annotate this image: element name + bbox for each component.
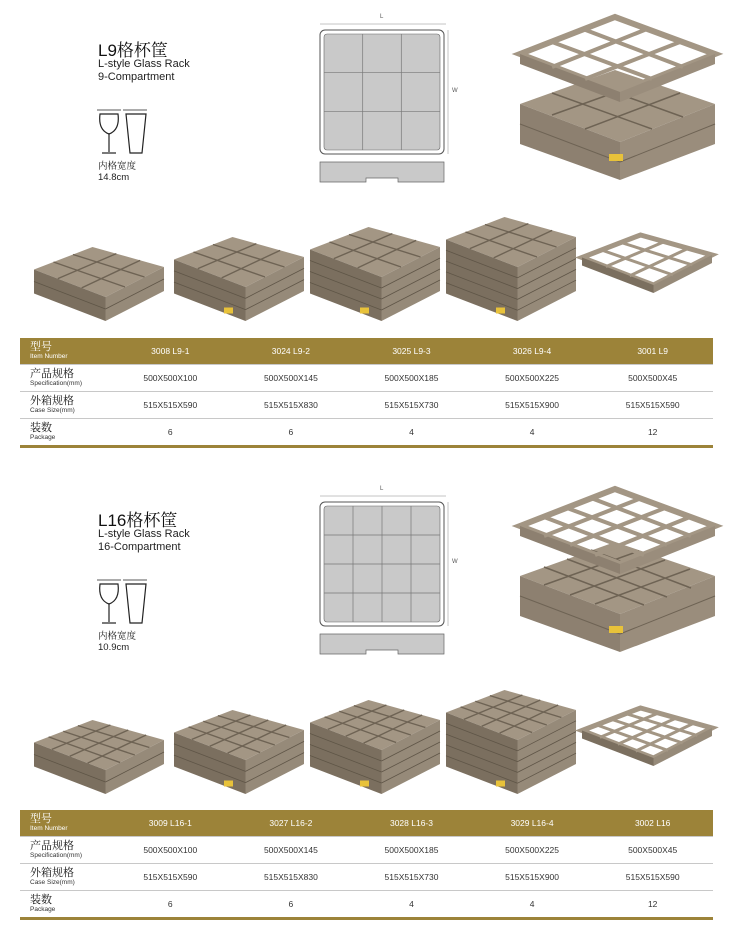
inner-width-note bbox=[98, 631, 136, 653]
row-label: 外箱规格 Case Size(mm) bbox=[20, 392, 110, 419]
table-row-package bbox=[20, 891, 713, 919]
row-label: 装数 Package bbox=[20, 419, 110, 447]
table-cell: 4 bbox=[472, 891, 593, 919]
section-title: L9格杯筐 bbox=[98, 41, 168, 60]
table-cell: 12 bbox=[592, 419, 713, 447]
table-cell: 500X500X145 bbox=[231, 365, 352, 392]
note-line: 10.9cm bbox=[98, 642, 130, 653]
section-title: L16格杯筐 bbox=[98, 511, 178, 530]
row-label: 装数 Package bbox=[20, 891, 110, 919]
table-cell: 515X515X830 bbox=[231, 392, 352, 419]
subtitle-line: L-style Glass Rack bbox=[98, 528, 190, 540]
product-image bbox=[580, 706, 714, 774]
product-image bbox=[444, 688, 578, 802]
table-cell: 515X515X900 bbox=[472, 392, 593, 419]
table-cell: 3009 L16-1 bbox=[110, 810, 231, 837]
table-row-specification bbox=[20, 365, 713, 392]
table-cell: 3028 L16-3 bbox=[351, 810, 472, 837]
table-cell: 500X500X185 bbox=[351, 837, 472, 864]
table-cell: 3025 L9-3 bbox=[351, 338, 472, 365]
stacked-rack-image bbox=[515, 12, 720, 192]
rack-extender bbox=[520, 489, 715, 574]
product-image bbox=[32, 718, 166, 802]
table-cell: 515X515X590 bbox=[110, 864, 231, 891]
dim-width-label: W bbox=[452, 559, 458, 565]
row-label: 型号 Item Number bbox=[20, 810, 110, 837]
row-label: 产品规格 Specification(mm) bbox=[20, 837, 110, 864]
table-cell: 4 bbox=[351, 891, 472, 919]
dim-width-label: W bbox=[452, 88, 458, 94]
table-row-item-number bbox=[20, 338, 713, 365]
table-cell: 4 bbox=[472, 419, 593, 447]
table-cell: 3002 L16 bbox=[592, 810, 713, 837]
subtitle-line: 16-Compartment bbox=[98, 541, 181, 553]
table-row-case-size bbox=[20, 864, 713, 891]
section-subtitle bbox=[98, 58, 190, 84]
product-image bbox=[444, 215, 578, 329]
table-cell: 515X515X590 bbox=[110, 392, 231, 419]
table-cell: 515X515X590 bbox=[592, 392, 713, 419]
product-image bbox=[308, 225, 442, 329]
note-line: 内格宽度 bbox=[98, 161, 137, 172]
table-cell: 515X515X900 bbox=[472, 864, 593, 891]
table-cell: 500X500X225 bbox=[472, 365, 593, 392]
subtitle-line: 9-Compartment bbox=[98, 71, 175, 83]
row-label: 型号 Item Number bbox=[20, 338, 110, 365]
table-cell: 515X515X590 bbox=[592, 864, 713, 891]
table-cell: 500X500X225 bbox=[472, 837, 593, 864]
table-row-case-size bbox=[20, 392, 713, 419]
table-cell: 3024 L9-2 bbox=[231, 338, 352, 365]
table-cell: 500X500X45 bbox=[592, 837, 713, 864]
subtitle-line: L-style Glass Rack bbox=[98, 58, 190, 70]
table-cell: 3001 L9 bbox=[592, 338, 713, 365]
table-cell: 500X500X100 bbox=[110, 365, 231, 392]
note-line: 内格宽度 bbox=[98, 631, 137, 642]
rack-base bbox=[520, 542, 715, 652]
table-cell: 6 bbox=[231, 891, 352, 919]
product-image bbox=[580, 233, 714, 301]
product-image bbox=[308, 698, 442, 802]
section-subtitle bbox=[98, 528, 190, 554]
table-cell: 500X500X145 bbox=[231, 837, 352, 864]
spec-table bbox=[20, 810, 713, 920]
table-row-item-number bbox=[20, 810, 713, 837]
table-cell: 3027 L16-2 bbox=[231, 810, 352, 837]
spec-table bbox=[20, 338, 713, 448]
table-cell: 500X500X100 bbox=[110, 837, 231, 864]
top-view-diagram bbox=[314, 492, 454, 662]
dim-length-label: L bbox=[380, 14, 384, 20]
table-cell: 515X515X730 bbox=[351, 864, 472, 891]
note-line: 14.8cm bbox=[98, 172, 130, 183]
table-cell: 6 bbox=[110, 891, 231, 919]
product-image bbox=[172, 235, 306, 329]
stacked-rack-image bbox=[515, 484, 720, 664]
row-label: 产品规格 Specification(mm) bbox=[20, 365, 110, 392]
glass-icons bbox=[97, 108, 149, 158]
rack-extender bbox=[520, 17, 715, 102]
table-cell: 3008 L9-1 bbox=[110, 338, 231, 365]
table-row-specification bbox=[20, 837, 713, 864]
product-image bbox=[32, 245, 166, 329]
glass-icons bbox=[97, 578, 149, 628]
table-cell: 12 bbox=[592, 891, 713, 919]
table-cell: 3026 L9-4 bbox=[472, 338, 593, 365]
row-label: 外箱规格 Case Size(mm) bbox=[20, 864, 110, 891]
inner-width-note bbox=[98, 161, 136, 183]
top-view-diagram bbox=[314, 20, 454, 190]
rack-base bbox=[520, 70, 715, 180]
table-row-package bbox=[20, 419, 713, 447]
table-cell: 4 bbox=[351, 419, 472, 447]
table-cell: 500X500X45 bbox=[592, 365, 713, 392]
table-cell: 515X515X830 bbox=[231, 864, 352, 891]
table-cell: 515X515X730 bbox=[351, 392, 472, 419]
product-image bbox=[172, 708, 306, 802]
dim-length-label: L bbox=[380, 486, 384, 492]
table-cell: 6 bbox=[110, 419, 231, 447]
table-cell: 500X500X185 bbox=[351, 365, 472, 392]
table-cell: 6 bbox=[231, 419, 352, 447]
table-cell: 3029 L16-4 bbox=[472, 810, 593, 837]
